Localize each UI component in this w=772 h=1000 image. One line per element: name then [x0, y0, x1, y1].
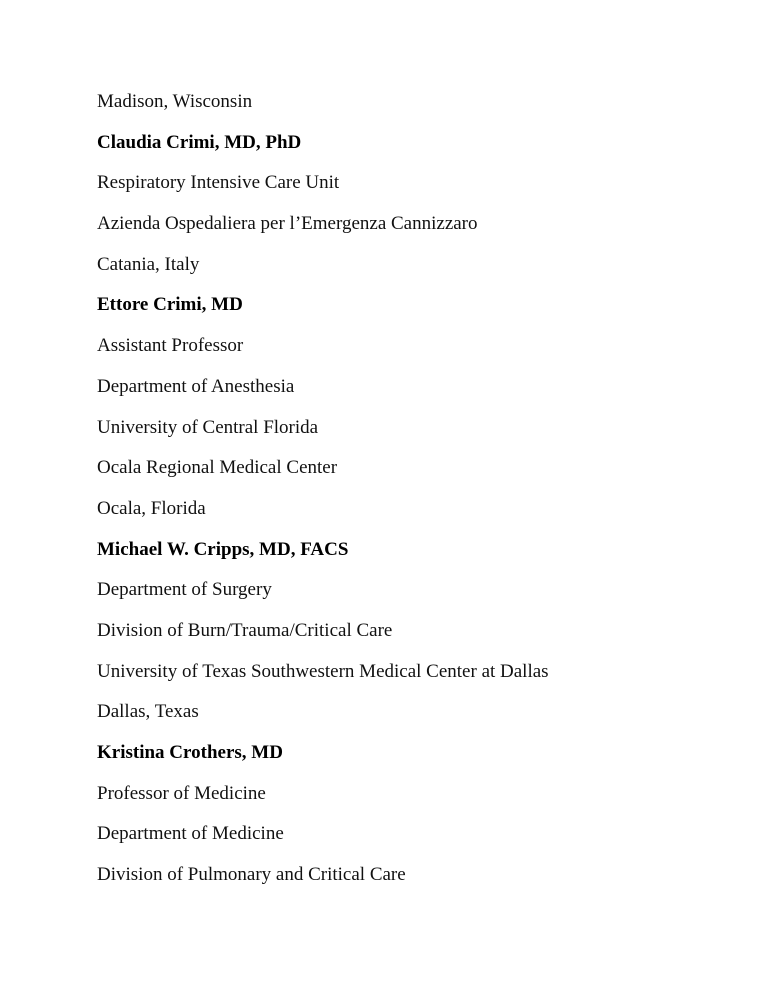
affiliation-line: Ocala Regional Medical Center [97, 457, 338, 479]
affiliation-line: Dallas, Texas [97, 701, 199, 723]
affiliation-line: Division of Burn/Trauma/Critical Care [97, 619, 393, 641]
affiliation-line: University of Central Florida [97, 416, 319, 438]
contributor-name: Claudia Crimi, MD, PhD [97, 131, 302, 153]
affiliation-line: Assistant Professor [97, 335, 244, 357]
affiliation-line: Department of Medicine [97, 823, 284, 845]
contributor-name: Ettore Crimi, MD [97, 294, 243, 316]
affiliation-line: Azienda Ospedaliera per l’Emergenza Cannizzaro [97, 213, 478, 235]
affiliation-line: Professor of Medicine [97, 782, 266, 804]
affiliation-line: Department of Surgery [97, 579, 272, 601]
affiliation-line: Catania, Italy [97, 253, 200, 275]
affiliation-line: University of Texas Southwestern Medical Center at Dallas [97, 660, 549, 682]
contributor-name: Michael W. Cripps, MD, FACS [97, 538, 349, 560]
contributor-name: Kristina Crothers, MD [97, 742, 283, 763]
affiliation-line: Madison, Wisconsin [97, 91, 253, 112]
affiliation-line: Ocala, Florida [97, 497, 206, 519]
contributor-list [97, 88, 737, 902]
affiliation-line: Respiratory Intensive Care Unit [97, 172, 340, 194]
affiliation-line: Division of Pulmonary and Critical Care [97, 864, 406, 886]
affiliation-line: Department of Anesthesia [97, 375, 295, 397]
